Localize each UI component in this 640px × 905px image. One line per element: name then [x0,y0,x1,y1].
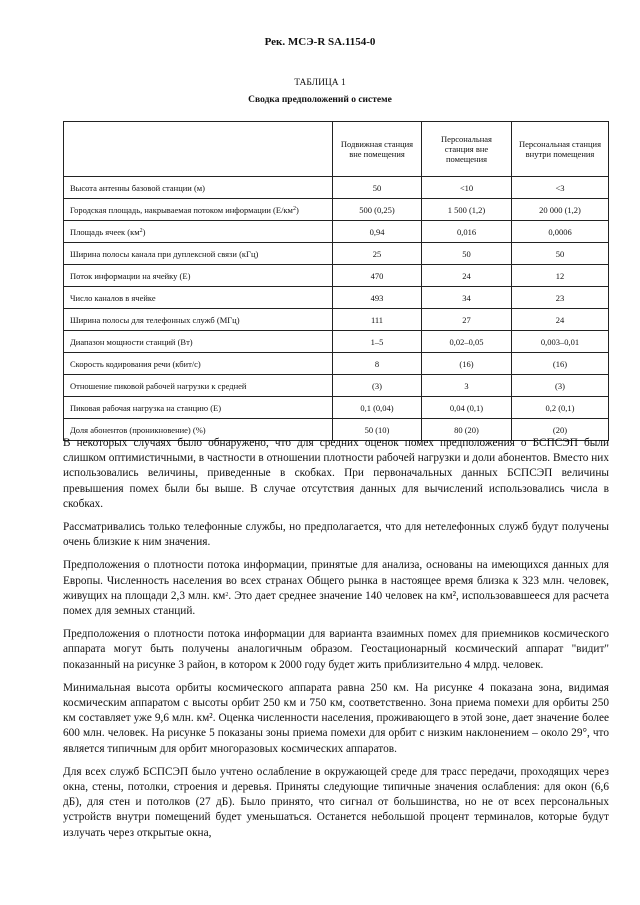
row-value: (3) [333,375,422,397]
table-row [64,199,609,221]
table-row [64,331,609,353]
row-label: Диапазон мощности станций (Вт) [64,331,333,353]
row-value: 27 [422,309,512,331]
row-label: Высота антенны базовой станции (м) [64,177,333,199]
row-label: Ширина полосы для телефонных служб (МГц) [64,309,333,331]
row-value: 0,02–0,05 [422,331,512,353]
row-value: <10 [422,177,512,199]
row-value: (16) [422,353,512,375]
row-value: 493 [333,287,422,309]
paragraph: В некоторых случаях было обнаружено, что для средних оценок помех предположения о БСПСЭП были слишком оптимистичными, в частности в отношении плотности рабочей нагрузки и доли абонентов. Вместо них использовались величины, приведенные в скобках. При первоначальных данных БСПСЭП величины превышения помех были бы выше. В случае отсутствия данных для вычислений использовались числа в скобках. [63,437,609,510]
table-header-row [64,122,609,177]
row-value: 3 [422,375,512,397]
summary-table [63,121,609,441]
row-value: 470 [333,265,422,287]
row-value: 24 [422,265,512,287]
row-value: 50 (10) [333,419,422,441]
row-value: 1–5 [333,331,422,353]
row-value: 0,2 (0,1) [512,397,609,419]
row-label: Пиковая рабочая нагрузка на станцию (Е) [64,397,333,419]
row-label: Площадь ячеек $(км^2)$ [64,221,333,243]
paragraph: Минимальная высота орбиты космического аппарата равна 250 км. На рисунке 4 показана зона, видимая космическим аппаратом с высоты орбит 250 км и 750 км, соответственно. Зона приема помехи для орбиты 250 км составляет уже 9,6 млн. км². Оценка численности населения, проживающего в этой зоне, дает значение более 600 млн. человек. На рисунке 5 показаны зоны приема помехи для орбит с низким наклонением – около 29°, что является типичным для орбит многоразовых космических аппаратов. [63,681,609,755]
paragraph: Предположения о плотности потока информации для варианта взаимных помех для приемников космического аппарата могут быть получены аналогичным образом. Геостационарный космический аппарат "видит" показанный на рисунке 3 район, в котором к 2000 году будет жить приблизительно 4 млрд. человек. [63,628,609,671]
table-row [64,397,609,419]
row-value: 111 [333,309,422,331]
table-row [64,287,609,309]
table-number: ТАБЛИЦА 1 [294,78,346,88]
row-label: Доля абонентов (проникновение) (%) [64,419,333,441]
row-value: 0,003–0,01 [512,331,609,353]
column-header: Подвижная станция вне помещения [333,122,422,177]
row-value: 0,016 [422,221,512,243]
body-text [63,436,609,849]
row-value: 500 (0,25) [333,199,422,221]
row-value: (3) [512,375,609,397]
row-value: 1 500 (1,2) [422,199,512,221]
row-value: 25 [333,243,422,265]
row-label: Отношение пиковой рабочей нагрузки к средней [64,375,333,397]
paragraph: Рассматривались только телефонные службы, но предполагается, что для нетелефонных служб будут получены очень близкие к ним значения. [63,521,609,549]
row-value: 0,94 [333,221,422,243]
table-row [64,221,609,243]
row-value: 50 [422,243,512,265]
row-value: 24 [512,309,609,331]
row-label: Поток информации на ячейку (Е) [64,265,333,287]
row-value: (16) [512,353,609,375]
table-title: Сводка предположений о системе [248,95,392,105]
table-row [64,353,609,375]
row-value: 50 [512,243,609,265]
row-label: Ширина полосы канала при дуплексной связи (кГц) [64,243,333,265]
paragraph: Предположения о плотности потока информации, принятые для анализа, основаны на имеющихся данных для Европы. Численность населения во всех странах Общего рынка в настоящее время близка к 323 млн. человек, живущих на площади 2,3 млн. $км^2$. Это дает среднее значение 140 человек на км², использовавшееся для расчета помех для земных станций. [63,559,609,618]
row-value: 0,1 (0,04) [333,397,422,419]
row-value: 34 [422,287,512,309]
table-row [64,375,609,397]
row-value: <3 [512,177,609,199]
row-value: 80 (20) [422,419,512,441]
row-value: 12 [512,265,609,287]
row-value: 0,0006 [512,221,609,243]
row-value: (20) [512,419,609,441]
row-value: 50 [333,177,422,199]
row-value: 8 [333,353,422,375]
table-header-blank [64,122,333,177]
column-header: Персональная станция вне помещения [422,122,512,177]
row-value: 0,04 (0,1) [422,397,512,419]
row-value: 20 000 (1,2) [512,199,609,221]
row-label: Скорость кодирования речи (кбит/с) [64,353,333,375]
table-row [64,177,609,199]
row-label: Городская площадь, накрываемая потоком информации $(Е/км^2)$ [64,199,333,221]
table-row [64,243,609,265]
column-header: Персональная станция внутри помещения [512,122,609,177]
page-header: Рек. МСЭ-R SA.1154-0 [264,36,376,48]
table-row [64,265,609,287]
row-label: Число каналов в ячейке [64,287,333,309]
table-row [64,309,609,331]
row-value: 23 [512,287,609,309]
table-body [64,177,609,441]
paragraph: Для всех служб БСПСЭП было учтено ослабление в окружающей среде для трасс передачи, проходящих через окна, стены, потолки, строения и деревья. Приняты следующие типичные значения ослабления: для окон (6,6 дБ), для стен и потолков (27 дБ). Было принято, что сигнал от большинства, но не от всех персональных устройств внутри помещений будет уменьшаться. Останется небольшой процент терминалов, которые будут излучать через открытые окна, [63,765,609,839]
